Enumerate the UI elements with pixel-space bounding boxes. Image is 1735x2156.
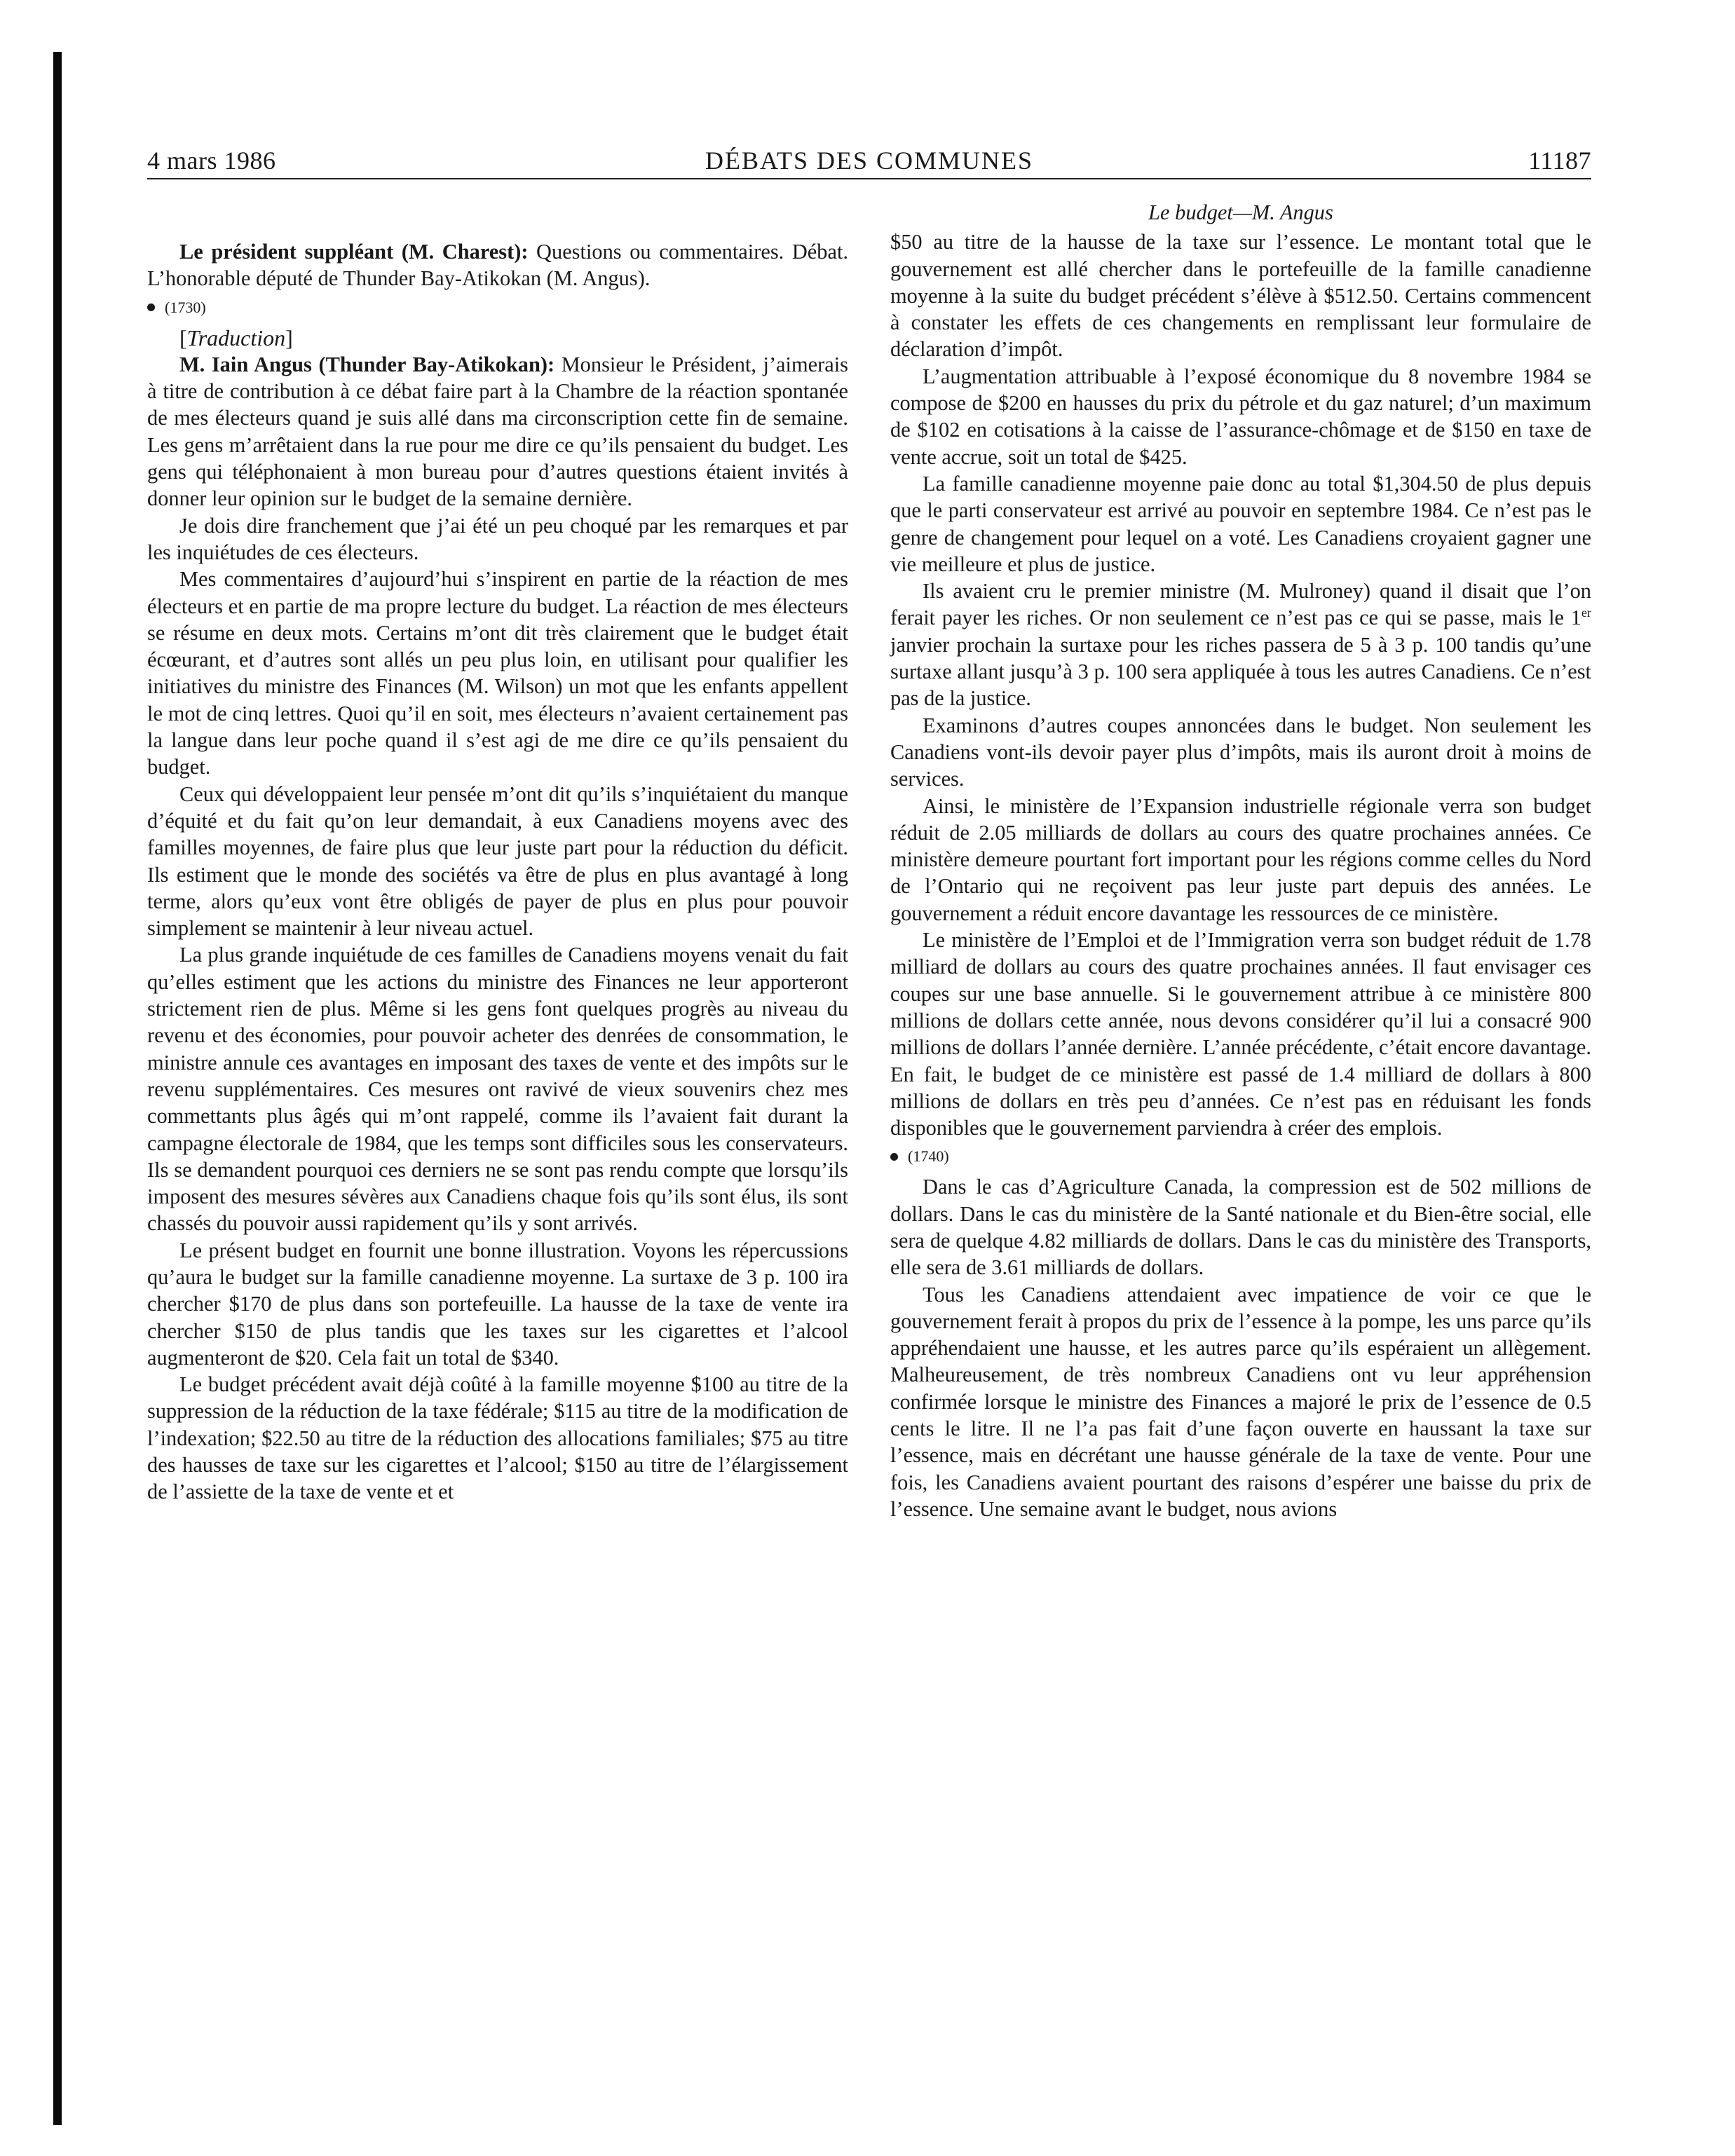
bullet-icon [147,303,155,311]
page-header [147,140,1591,179]
timestamp: (1740) [890,1142,1591,1171]
scan-edge-bar [53,52,62,2125]
speaker-name: Le président suppléant (M. Charest): [179,240,529,264]
paragraph: Le présent budget en fournit une bonne illustration. Voyons les répercussions qu’aura le budget sur la famille canadienne moyenne. La surtaxe de 3 p. 100 ira chercher $170 de plus dans son portefeuille. La hausse de la taxe de vente ira chercher $150 de plus tandis que les taxes sur les cigarettes et l’alcool augmenteront de $20. Cela fait un total de $340. [147,1238,848,1370]
paragraph: Ceux qui développaient leur pensée m’ont dit qu’ils s’inquiétaient du manque d’équité et du fait qu’on leur demandait, à eux Canadiens moyens avec des familles moyennes, de faire plus que leur juste part pour la réduction du déficit. Ils estiment que le monde des sociétés va être de plus en plus avantagé à long terme, alors qu’eux vont être obligés de payer de plus en plus pour pouvoir simplement se maintenir à leur niveau actuel. [147,782,848,941]
header-date: 4 mars 1986 [147,146,276,175]
paragraph: Je dois dire franchement que j’ai été un peu choqué par les remarques et par les inquiétudes de ces électeurs. [147,513,848,564]
bullet-icon [890,1153,898,1161]
header-rule [147,178,1591,179]
paragraph: La famille canadienne moyenne paie donc au total $1,304.50 de plus depuis que le parti conservateur est arrivé au pouvoir en septembre 1984. Ce n’est pas le genre de changement pour lequel on a voté. Les Canadiens croyaient gagner une vie meilleure et plus de justice. [890,471,1591,576]
page [147,140,1591,1521]
paragraph: L’augmentation attribuable à l’exposé économique du 8 novembre 1984 se compose de $200 en hausses du prix du pétrole et du gaz naturel; d’un maximum de $102 en cotisations à la caisse de l’assurance-chômage et de $150 en taxe de vente accrue, soit un total de $425. [890,364,1591,469]
paragraph: Dans le cas d’Agriculture Canada, la compression est de 502 millions de dollars. Dans le cas du ministère de la Santé nationale et du Bien-être social, elle sera de quelque 4.82 milliards de dollars. Dans le cas du ministère des Transports, elle sera de 3.61 milliards de dollars. [890,1175,1591,1280]
paragraph: Ils avaient cru le premier ministre (M. Mulroney) quand il disait que l’on ferait payer les riches. Or non seulement ce n’est pas ce qui se passe, mais le 1er janvier prochain la surtaxe pour les riches passera de 5 à 3 p. 100 tandis qu’une surtaxe allant jusqu’à 3 p. 100 sera appliquée à tous les autres Canadiens. Ce n’est pas de la justice. [890,579,1591,711]
paragraph: Le président suppléant (M. Charest): Questions ou commentaires. Débat. L’honorable député de Thunder Bay-Atikokan (M. Angus). [147,240,848,291]
right-column [890,199,1591,1522]
timestamp: (1730) [147,294,848,322]
header-page-number: 11187 [1528,146,1591,175]
speaker-name: M. Iain Angus (Thunder Bay-Atikokan): [179,352,555,376]
header-title: DÉBATS DES COMMUNES [705,146,1034,175]
paragraph: Mes commentaires d’aujourd’hui s’inspirent en partie de la réaction de mes électeurs et en partie de ma propre lecture du budget. La réaction de mes électeurs se résume en deux mots. Certains m’ont dit très clairement que le budget était écœurant, et d’autres sont allés un peu plus loin, en utilisant pour qualifier les initiatives du ministre des Finances (M. Wilson) un mot que les enfants appellent le mot de cinq lettres. Quoi qu’il en soit, mes électeurs n’avaient certainement pas la langue dans leur poche quand il s’est agi de me dire ce qu’ils pensaient du budget. [147,567,848,779]
paragraph: Le ministère de l’Emploi et de l’Immigration verra son budget réduit de 1.78 milliard de dollars au cours des quatre prochaines années. Il faut envisager ces coupes sur une base annuelle. Si le gouvernement attribue à ce ministère 800 millions de dollars cette année, nous devons considérer qu’il lui a consacré 900 millions de dollars l’année dernière. L’année précédente, c’était encore davantage. En fait, le budget de ce ministère est passé de 1.4 milliard de dollars à 800 millions de dollars en très peu d’années. Ce n’est pas en réduisant les fonds disponibles que le gouvernement parviendra à créer des emplois. [890,928,1591,1140]
running-head: Le budget—M. Angus [1148,200,1333,224]
translation-note: [Traduction] [179,325,293,350]
paragraph: Tous les Canadiens attendaient avec impatience de voir ce que le gouvernement ferait à propos du prix de l’essence à la pompe, les uns parce qu’ils appréhendaient une hausse, et les autres parce qu’ils espéraient un allègement. Malheureusement, de très nombreux Canadiens ont vu leur appréhension confirmée lorsque le ministre des Finances a majoré le prix de l’essence de 0.5 cents le litre. Il ne l’a pas fait d’une façon ouverte en haussant la taxe sur l’essence, mais en décrétant une hausse générale de la taxe de vente. Pour une fois, les Canadiens avaient pourtant des raisons d’espérer une baisse du prix de l’essence. Une semaine avant le budget, nous avions [890,1282,1591,1521]
paragraph: Ainsi, le ministère de l’Expansion industrielle régionale verra son budget réduit de 2.05 milliards de dollars au cours des quatre prochaines années. Ce ministère demeure pourtant fort important pour les régions comme celles du Nord de l’Ontario qui ne reçoivent pas leur juste part depuis des années. Le gouvernement a réduit encore davantage les ressources de ce ministère. [890,793,1591,925]
text-columns [147,199,1591,1522]
left-column [147,199,848,1522]
paragraph: La plus grande inquiétude de ces familles de Canadiens moyens venait du fait qu’elles estiment que les actions du ministre des Finances ne leur apporteront strictement rien de plus. Même si les gens font quelques progrès au niveau du revenu et des économies, pour pouvoir acheter des denrées de consommation, le ministre annule ces avantages en imposant des taxes de vente et des impôts sur le revenu supplémentaires. Ces mesures ont ravivé de vieux souvenirs chez mes commettants plus âgés qui m’ont rappelé, comme ils l’avaient fait durant la campagne électorale de 1984, que les temps sont difficiles sous les conservateurs. Ils se demandent pourquoi ces derniers ne se sont pas rendu compte que lorsqu’ils imposent des mesures sévères aux Canadiens chaque fois qu’ils sont élus, ils sont chassés du pouvoir aussi rapidement qu’ils y sont arrivés. [147,943,848,1236]
paragraph: Le budget précédent avait déjà coûté à la famille moyenne $100 au titre de la suppression de la réduction de la taxe fédérale; $115 au titre de la modification de l’indexation; $22.50 au titre de la réduction des allocations familiales; $75 au titre des hausses de taxe sur les cigarettes et l’alcool; $150 au titre de l’élargissement de l’assiette de la taxe de vente et et [147,1372,848,1504]
paragraph: Examinons d’autres coupes annoncées dans le budget. Non seulement les Canadiens vont-ils devoir payer plus d’impôts, mais ils auront droit à moins de services. [890,713,1591,791]
paragraph: M. Iain Angus (Thunder Bay-Atikokan): Monsieur le Président, j’aimerais à titre de contribution à ce débat faire part à la Chambre de la réaction spontanée de mes électeurs quand je suis allé dans ma circonscription cette fin de semaine. Les gens m’arrêtaient dans la rue pour me dire ce qu’ils pensaient du budget. Les gens qui téléphonaient à mon bureau pour d’autres questions étaient invités à donner leur opinion sur le budget de la semaine dernière. [147,352,848,511]
paragraph: $50 au titre de la hausse de la taxe sur l’essence. Le montant total que le gouvernement est allé chercher dans le portefeuille de la famille canadienne moyenne à la suite du budget précédent s’élève à $512.50. Certains commencent à constater les effets de ces changements en remplissant leur formulaire de déclaration d’impôt. [890,230,1591,362]
